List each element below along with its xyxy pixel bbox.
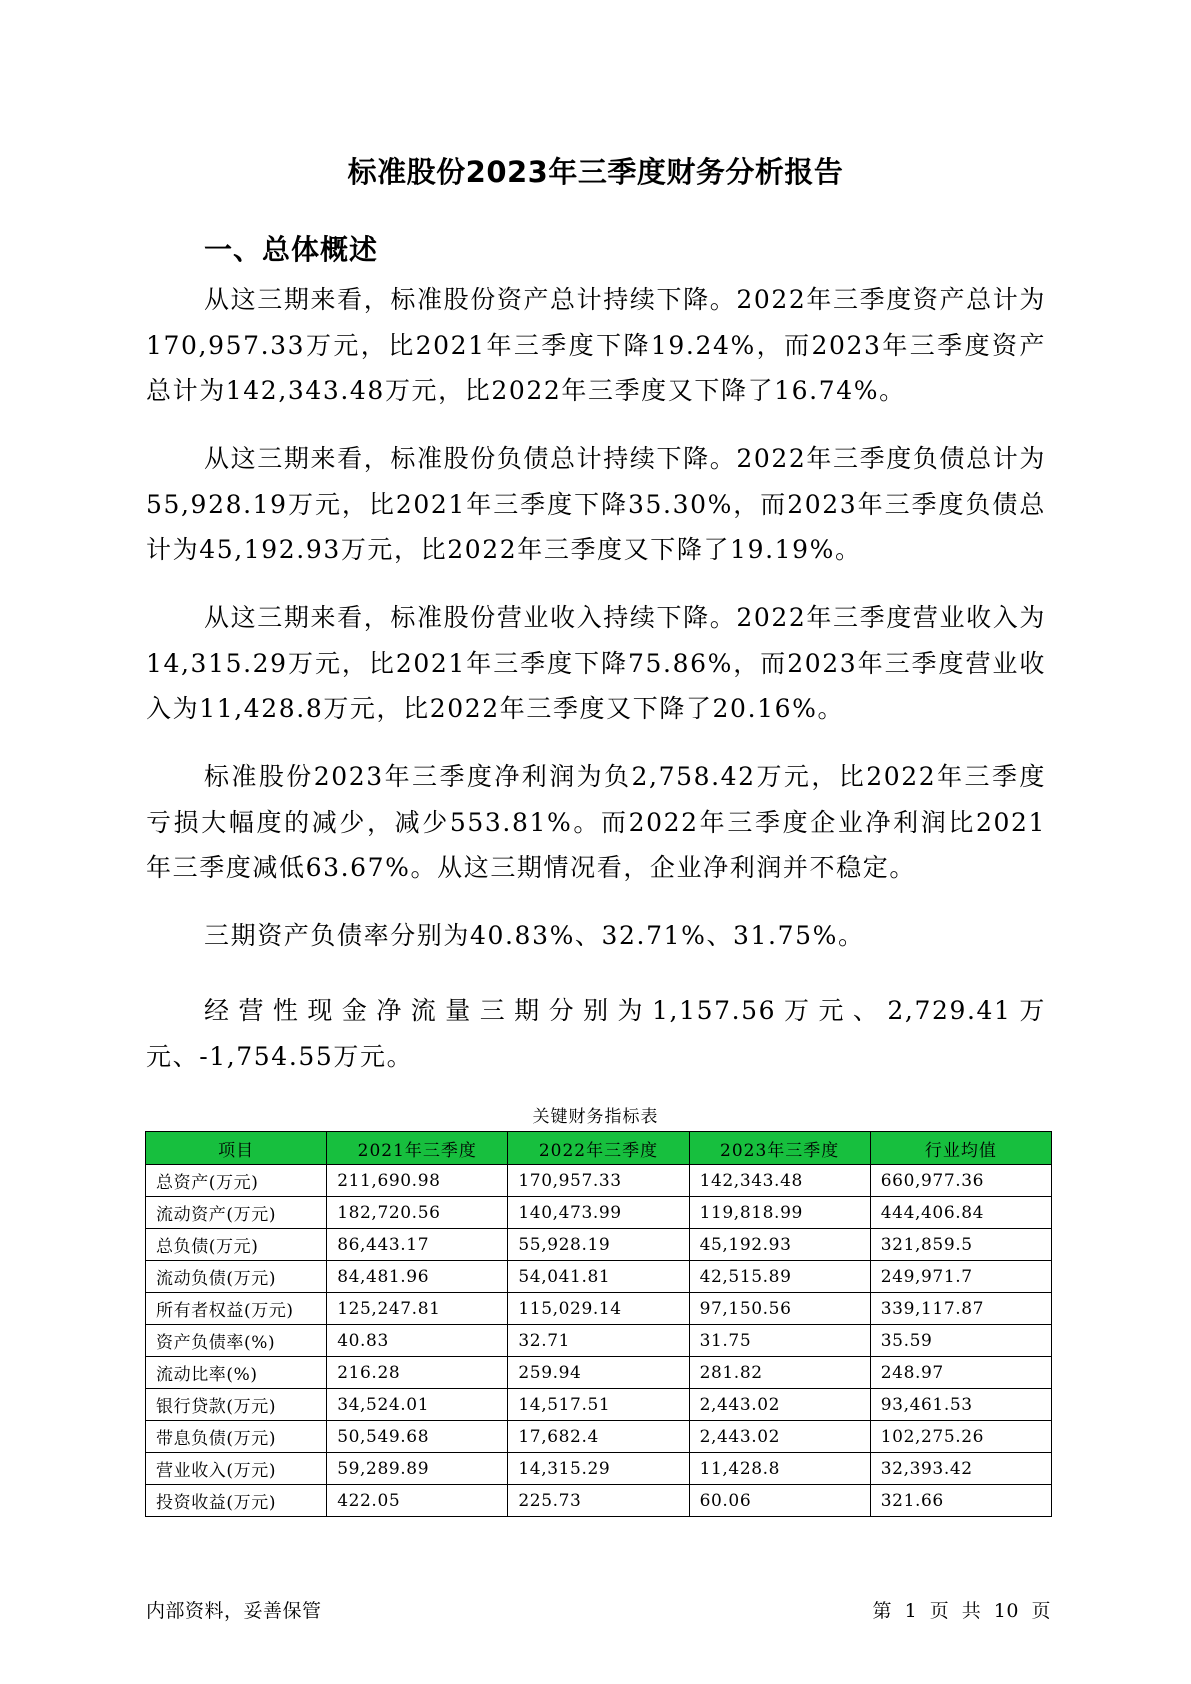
table-cell: 444,406.84 [870, 1197, 1051, 1229]
table-header-row [146, 1132, 1052, 1165]
section-heading: 一、总体概述 [204, 233, 379, 266]
table-cell: 93,461.53 [870, 1389, 1051, 1421]
table-cell: 281.82 [689, 1357, 870, 1389]
paragraph-liabilities: 从这三期来看，标准股份负债总计持续下降。2022年三季度负债总计为55,928.19万元，比2021年三季度下降35.30%，而2023年三季度负债总计为45,192.93万元，比2022年三季度又下降了19.19%。 [146, 444, 1046, 564]
table-row [146, 1229, 1052, 1261]
table-cell: 50,549.68 [327, 1421, 508, 1453]
table-row [146, 1453, 1052, 1485]
table-cell: 55,928.19 [508, 1229, 689, 1261]
row-label-cell: 总资产(万元) [146, 1165, 327, 1197]
table-cell: 14,517.51 [508, 1389, 689, 1421]
table-row [146, 1325, 1052, 1357]
row-label-cell: 总负债(万元) [146, 1229, 327, 1261]
table-cell: 170,957.33 [508, 1165, 689, 1197]
table-cell: 321,859.5 [870, 1229, 1051, 1261]
row-label-cell: 营业收入(万元) [146, 1453, 327, 1485]
table-cell: 84,481.96 [327, 1261, 508, 1293]
table-cell: 54,041.81 [508, 1261, 689, 1293]
header-cell-2022q3: 2022年三季度 [508, 1132, 689, 1165]
table-cell: 182,720.56 [327, 1197, 508, 1229]
table-cell: 32,393.42 [870, 1453, 1051, 1485]
paragraph-assets: 从这三期来看，标准股份资产总计持续下降。2022年三季度资产总计为170,957.33万元，比2021年三季度下降19.24%，而2023年三季度资产总计为142,343.48万元，比2022年三季度又下降了16.74%。 [146, 285, 1046, 405]
row-label-cell: 投资收益(万元) [146, 1485, 327, 1517]
table-row [146, 1261, 1052, 1293]
table-cell: 259.94 [508, 1357, 689, 1389]
table-row [146, 1485, 1052, 1517]
row-label-cell: 流动比率(%) [146, 1357, 327, 1389]
row-label-cell: 带息负债(万元) [146, 1421, 327, 1453]
table-cell: 11,428.8 [689, 1453, 870, 1485]
table-cell: 17,682.4 [508, 1421, 689, 1453]
table-cell: 211,690.98 [327, 1165, 508, 1197]
table-cell: 86,443.17 [327, 1229, 508, 1261]
table-cell: 249,971.7 [870, 1261, 1051, 1293]
row-label-cell: 所有者权益(万元) [146, 1293, 327, 1325]
table-row [146, 1389, 1052, 1421]
table-cell: 40.83 [327, 1325, 508, 1357]
table-cell: 140,473.99 [508, 1197, 689, 1229]
table-cell: 216.28 [327, 1357, 508, 1389]
table-cell: 2,443.02 [689, 1421, 870, 1453]
table-cell: 2,443.02 [689, 1389, 870, 1421]
table-cell: 42,515.89 [689, 1261, 870, 1293]
table-cell: 339,117.87 [870, 1293, 1051, 1325]
footer-page-number: 第 1 页 共 10 页 [872, 1600, 1051, 1622]
table-cell: 248.97 [870, 1357, 1051, 1389]
table-cell: 45,192.93 [689, 1229, 870, 1261]
table-cell: 125,247.81 [327, 1293, 508, 1325]
paragraph-debt-ratio: 三期资产负债率分别为40.83%、32.71%、31.75%。 [204, 921, 865, 950]
paragraph-net-profit: 标准股份2023年三季度净利润为负2,758.42万元，比2022年三季度亏损大幅度的减少，减少553.81%。而2022年三季度企业净利润比2021年三季度减低63.67%。从这三期情况看，企业净利润并不稳定。 [146, 762, 1046, 882]
header-cell-2021q3: 2021年三季度 [327, 1132, 508, 1165]
table-row [146, 1197, 1052, 1229]
row-label-cell: 资产负债率(%) [146, 1325, 327, 1357]
footer-confidential-note: 内部资料，妥善保管 [146, 1600, 322, 1622]
table-body [146, 1165, 1052, 1517]
table-cell: 142,343.48 [689, 1165, 870, 1197]
paragraph-revenue: 从这三期来看，标准股份营业收入持续下降。2022年三季度营业收入为14,315.29万元，比2021年三季度下降75.86%，而2023年三季度营业收入为11,428.8万元，比2022年三季度又下降了20.16%。 [146, 603, 1046, 723]
row-label-cell: 流动负债(万元) [146, 1261, 327, 1293]
table-cell: 115,029.14 [508, 1293, 689, 1325]
table-row [146, 1293, 1052, 1325]
header-cell-2023q3: 2023年三季度 [689, 1132, 870, 1165]
row-label-cell: 银行贷款(万元) [146, 1389, 327, 1421]
paragraph-cash-flow: 经营性现金净流量三期分别为1,157.56万元、2,729.41万元、-1,754.55万元。 [146, 996, 1046, 1071]
table-row [146, 1421, 1052, 1453]
table-cell: 34,524.01 [327, 1389, 508, 1421]
table-cell: 31.75 [689, 1325, 870, 1357]
table-cell: 102,275.26 [870, 1421, 1051, 1453]
table-cell: 119,818.99 [689, 1197, 870, 1229]
header-cell-item: 项目 [146, 1132, 327, 1165]
table-row [146, 1165, 1052, 1197]
table-cell: 422.05 [327, 1485, 508, 1517]
table-row [146, 1357, 1052, 1389]
document-title: 标准股份2023年三季度财务分析报告 [347, 155, 844, 189]
table-cell: 97,150.56 [689, 1293, 870, 1325]
table-cell: 660,977.36 [870, 1165, 1051, 1197]
table-cell: 32.71 [508, 1325, 689, 1357]
key-financial-indicators-table [145, 1131, 1052, 1517]
table-cell: 225.73 [508, 1485, 689, 1517]
table-cell: 321.66 [870, 1485, 1051, 1517]
header-cell-industry-avg: 行业均值 [870, 1132, 1051, 1165]
table-caption: 关键财务指标表 [532, 1107, 659, 1127]
row-label-cell: 流动资产(万元) [146, 1197, 327, 1229]
table-cell: 14,315.29 [508, 1453, 689, 1485]
table-cell: 35.59 [870, 1325, 1051, 1357]
table-cell: 60.06 [689, 1485, 870, 1517]
table-cell: 59,289.89 [327, 1453, 508, 1485]
